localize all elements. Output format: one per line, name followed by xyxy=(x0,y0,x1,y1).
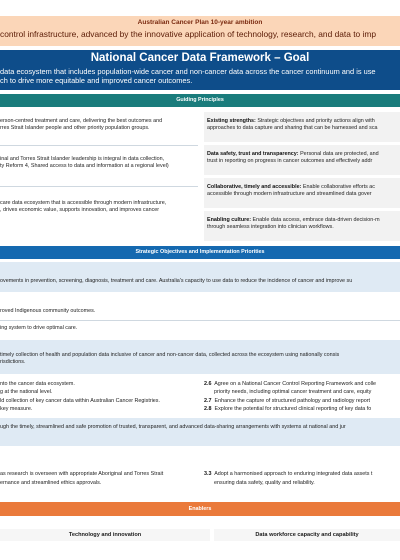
enablers-header: Enablers xyxy=(0,502,400,516)
objective-1-row-2: ing system to drive optimal care. xyxy=(0,325,78,331)
principle-enabling-culture: Enabling culture: Enable data access, embrace data-driven decision-m through seamless integration into clinician workflows. xyxy=(204,211,400,241)
guiding-principles-header: Guiding Principles xyxy=(0,94,400,107)
objective-3-actions-right: 3.3 Adopt a harmonised approach to enduring integrated data assets t ensuring data safety, quality and reliability. xyxy=(204,471,373,487)
goal-line-1: data ecosystem that includes population-wide cancer and non-cancer data across the cancer continuum and is use xyxy=(0,67,376,76)
principle-existing-strengths: Existing strengths: Strategic objectives and priority actions align with approaches to data capture and sharing that can be harnessed and sca xyxy=(204,112,400,142)
divider xyxy=(0,320,400,321)
objective-1-row-1: roved Indigenous community outcomes. xyxy=(0,308,96,314)
enabler-technology: Technology and innovation xyxy=(0,529,210,541)
objective-2-actions-right: 2.6 Agree on a National Cancer Control Reporting Framework and colle priority needs, including optimal cancer treatment and care, equity 2.7 Enhance the capture of structured pathology and radiology report 2.8 Explore the potential for structured clinical reporting of key data fo xyxy=(204,381,377,413)
principle-left-3: care data ecosystem that is accessible through modern infrastructure, , drives economic value, supports innovation, and improves cancer xyxy=(0,200,167,214)
ambition-text: control infrastructure, advanced by the innovative application of technology, research, and data to imp xyxy=(0,29,377,39)
objective-2-actions-left: nto the cancer data ecosystem. g at the national level. ld collection of key cancer data within Australian Cancer Registries. key measure. xyxy=(0,381,160,413)
principle-left-1: erson-centred treatment and care, delivering the best outcomes and rres Strait Islander people and other priority population groups. xyxy=(0,118,163,132)
ambition-title: Australian Cancer Plan 10-year ambition xyxy=(137,19,263,26)
objective-2: timely collection of health and population data inclusive of cancer and non-cancer data, collected across the ecosystem using nationally consis risdictions. xyxy=(0,340,400,374)
strategic-objectives-header: Strategic Objectives and Implementation Priorities xyxy=(0,246,400,259)
divider xyxy=(0,186,198,187)
principle-left-2: inal and Torres Strait Islander leadership is integral in data collection, ty Reform 4, Shared access to data and information at a regional level) xyxy=(0,156,169,170)
principle-collaborative: Collaborative, timely and accessible: Enable collaborative efforts ac accessible through modern infrastructure and streamlined data gover xyxy=(204,178,400,208)
goal-title: National Cancer Data Framework – Goal xyxy=(90,52,310,64)
enabler-workforce: Data workforce capacity and capability xyxy=(214,529,400,541)
ambition-banner xyxy=(0,16,400,46)
objective-3-actions-left: as research is overseen with appropriate Aboriginal and Torres Strait ernance and streamlined ethics approvals. xyxy=(0,471,164,487)
goal-banner xyxy=(0,50,400,90)
objective-1: ovements in prevention, screening, diagnosis, treatment and care. Australia's capacity to use data to reduce the incidence of cancer and improve su xyxy=(0,262,400,292)
objective-3: ugh the timely, streamlined and safe promotion of trusted, transparent, and advanced data-sharing arrangements with systems at national and jur xyxy=(0,418,400,446)
goal-line-2: ch to drive more equitable and improved cancer outcomes. xyxy=(0,76,193,86)
principle-data-safety: Data safety, trust and transparency: Personal data are protected, and trust in reporting on progress in cancer outcomes and effectively addr xyxy=(204,145,400,175)
goal-text xyxy=(0,67,376,86)
divider xyxy=(0,145,198,146)
